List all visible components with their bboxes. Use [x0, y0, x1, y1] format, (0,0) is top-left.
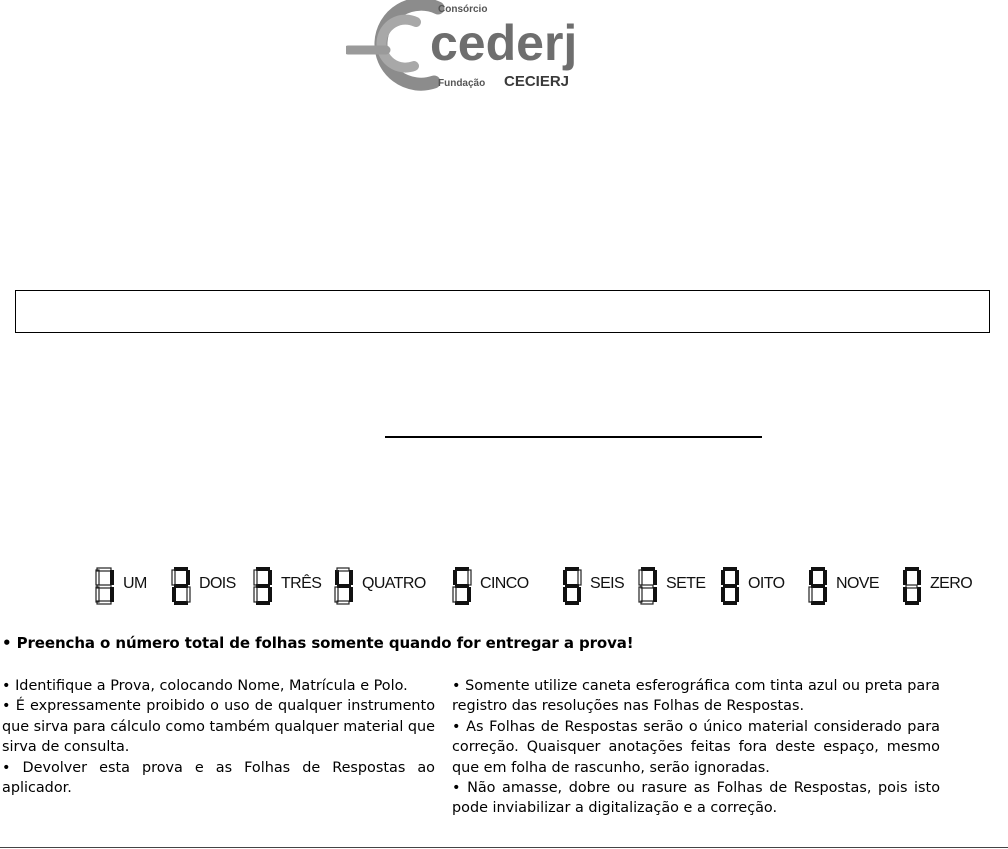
logo-swirl-icon: [348, 4, 438, 84]
logo-foundation-prefix: Fundação: [438, 78, 486, 89]
instruction-item: • Devolver esta prova e as Folhas de Respostas ao aplicador.: [2, 759, 435, 797]
instruction-item: • Não amasse, dobre ou rasure as Folhas de Respostas, pois isto pode inviabilizar a digitalização e a correção.: [452, 780, 940, 817]
logo-name: cederj: [430, 15, 578, 71]
digit-5-icon: [452, 566, 474, 606]
digit-label: TRÊS: [281, 575, 322, 592]
digit-0-icon: [902, 566, 924, 606]
instruction-item: • É expressamente proibido o uso de qualquer instrumento que sirva para cálculo como também qualquer material que sirva de consulta.: [2, 698, 435, 756]
digit-label: OITO: [748, 575, 785, 592]
bottom-divider: [0, 847, 1008, 848]
digit-label: SEIS: [590, 575, 625, 592]
digit-writing-guide: [95, 563, 985, 607]
digit-label: CINCO: [480, 575, 529, 592]
digit-2-icon: [171, 566, 193, 606]
cederj-logo: [346, 0, 596, 92]
logo-foundation-name: CECIERJ: [504, 73, 570, 90]
digit-3-icon: [253, 566, 275, 606]
digit-8-icon: [720, 566, 742, 606]
digit-label: DOIS: [199, 575, 236, 592]
sheet-count-notice: • Preencha o número total de folhas somente quando for entregar a prova!: [2, 634, 634, 652]
digit-6-icon: [562, 566, 584, 606]
sheet-count-line[interactable]: [385, 436, 762, 438]
digit-7-icon: [638, 566, 660, 606]
logo-consortium: Consórcio: [438, 4, 488, 15]
digit-label: SETE: [666, 575, 706, 592]
instructions-right-column: [452, 676, 940, 819]
digit-label: UM: [123, 575, 147, 592]
digit-9-icon: [808, 566, 830, 606]
digit-1-icon: [95, 566, 117, 606]
digit-label: QUATRO: [362, 575, 426, 592]
digit-4-icon: [334, 566, 356, 606]
instruction-item: • As Folhas de Respostas serão o único material considerado para correção. Quaisquer anotações feitas fora deste espaço, mesmo que em folha de rascunho, serão ignoradas.: [452, 718, 940, 776]
digit-label: NOVE: [836, 575, 879, 592]
instructions-left-column: [2, 676, 435, 798]
digit-label: ZERO: [930, 575, 973, 592]
instruction-item: • Identifique a Prova, colocando Nome, Matrícula e Polo.: [2, 678, 408, 694]
student-info-box[interactable]: [15, 290, 990, 333]
instruction-item: • Somente utilize caneta esferográfica com tinta azul ou preta para registro das resoluções nas Folhas de Respostas.: [452, 678, 940, 715]
